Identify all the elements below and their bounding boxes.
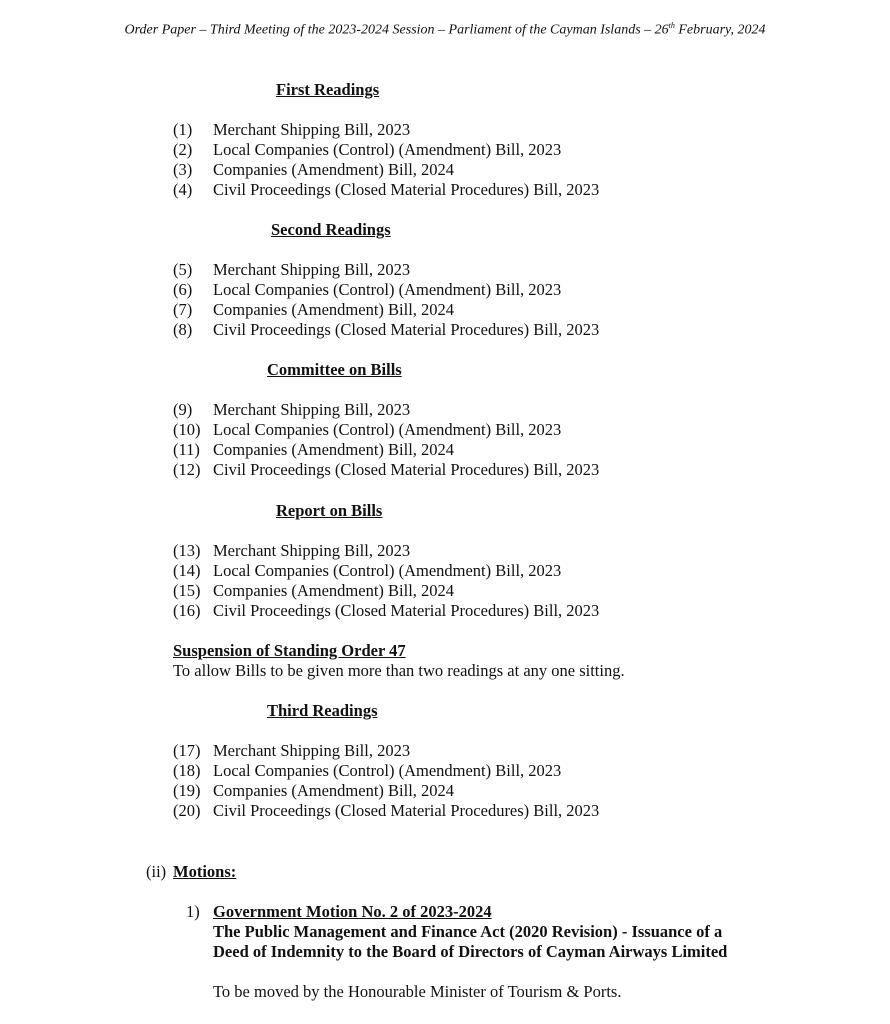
motion-mover: To be moved by the Honourable Minister of Tourism & Ports. [213,982,622,1001]
report-on-bills-heading: Report on Bills [276,501,383,520]
list-item [173,320,599,340]
item-number: (7) [173,300,193,319]
third-readings-list [173,741,599,821]
item-number: (11) [173,440,200,459]
header-text: Order Paper – Third Meeting of the 2023-2024 Session – Parliament of the Cayman Islands – 26 [124,22,669,38]
item-number: (19) [173,781,201,800]
list-item [173,140,599,160]
second-readings-heading: Second Readings [271,220,391,239]
item-text: Merchant Shipping Bill, 2023 [213,260,411,279]
item-number: (17) [173,741,201,760]
motions-heading: Motions: [173,862,237,881]
motion-subject-line-1: The Public Management and Finance Act (2020 Revision) - Issuance of a [213,922,723,941]
list-item [173,400,599,420]
item-text: Civil Proceedings (Closed Material Procedures) Bill, 2023 [213,801,600,820]
list-item [173,160,599,180]
list-item [173,420,599,440]
committee-on-bills-heading: Committee on Bills [267,360,402,379]
item-number: (1) [173,120,193,139]
item-number: (6) [173,280,193,299]
first-readings-heading: First Readings [276,80,380,99]
item-text: Companies (Amendment) Bill, 2024 [213,781,455,800]
item-number: (14) [173,561,201,580]
item-text: Local Companies (Control) (Amendment) Bill, 2023 [213,420,562,439]
item-text: Companies (Amendment) Bill, 2024 [213,300,455,319]
item-text: Merchant Shipping Bill, 2023 [213,120,411,139]
item-number: (18) [173,761,201,780]
item-number: (2) [173,140,193,159]
item-text: Companies (Amendment) Bill, 2024 [213,440,455,459]
item-text: Companies (Amendment) Bill, 2024 [213,160,455,179]
report-on-bills-list [173,541,599,621]
first-readings-list [173,120,599,200]
item-number: (16) [173,601,201,620]
list-item [173,300,599,320]
motions-marker: (ii) [146,862,167,881]
list-item [173,440,599,460]
header-date: February, 2024 [674,22,766,38]
item-text: Merchant Shipping Bill, 2023 [213,400,411,419]
item-number: (20) [173,801,201,820]
item-text: Civil Proceedings (Closed Material Procedures) Bill, 2023 [213,460,600,479]
motion-number: 1) [186,902,200,921]
item-text: Local Companies (Control) (Amendment) Bill, 2023 [213,280,562,299]
list-item [173,541,599,561]
item-text: Merchant Shipping Bill, 2023 [213,541,411,560]
committee-on-bills-list [173,400,599,480]
item-number: (13) [173,541,201,560]
item-number: (10) [173,420,201,439]
list-item [173,601,599,621]
item-text: Civil Proceedings (Closed Material Procedures) Bill, 2023 [213,320,600,339]
list-item [173,741,599,761]
list-item [173,581,599,601]
list-item [173,260,599,280]
item-number: (9) [173,400,193,419]
list-item [173,120,599,140]
list-item [173,801,599,821]
item-text: Merchant Shipping Bill, 2023 [213,741,411,760]
item-number: (5) [173,260,193,279]
item-text: Companies (Amendment) Bill, 2024 [213,581,455,600]
item-number: (12) [173,460,201,479]
item-number: (8) [173,320,193,339]
suspension-heading: Suspension of Standing Order 47 [173,641,406,660]
item-text: Civil Proceedings (Closed Material Procedures) Bill, 2023 [213,180,600,199]
motion-title: Government Motion No. 2 of 2023-2024 [213,902,492,921]
item-number: (4) [173,180,193,199]
list-item [173,180,599,200]
list-item [173,781,599,801]
header-superscript: th [668,21,675,30]
item-text: Local Companies (Control) (Amendment) Bill, 2023 [213,561,562,580]
page-header [0,21,890,39]
list-item [173,561,599,581]
suspension-text: To allow Bills to be given more than two readings at any one sitting. [173,661,625,680]
item-text: Civil Proceedings (Closed Material Procedures) Bill, 2023 [213,601,600,620]
item-number: (3) [173,160,193,179]
item-text: Local Companies (Control) (Amendment) Bill, 2023 [213,761,562,780]
second-readings-list [173,260,599,340]
item-number: (15) [173,581,201,600]
list-item [173,460,599,480]
third-readings-heading: Third Readings [267,701,378,720]
list-item [173,280,599,300]
item-text: Local Companies (Control) (Amendment) Bill, 2023 [213,140,562,159]
motion-subject-line-2: Deed of Indemnity to the Board of Directors of Cayman Airways Limited [213,942,728,961]
list-item [173,761,599,781]
